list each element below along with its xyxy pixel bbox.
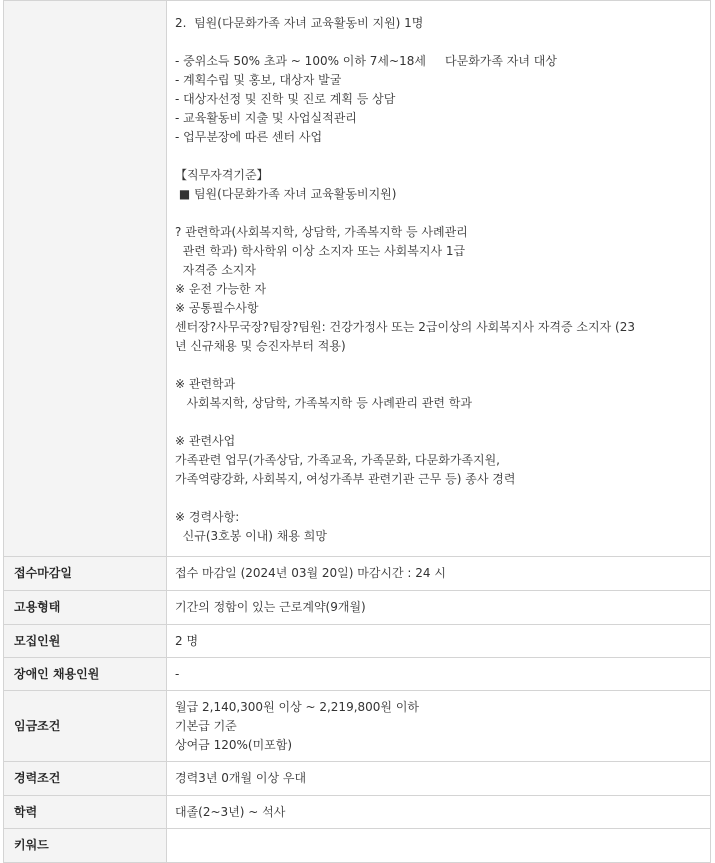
job-description-line — [175, 204, 702, 223]
keywords-row — [4, 829, 711, 863]
salary-line: 기본급 기준 — [175, 718, 237, 733]
keywords-value — [167, 829, 711, 863]
job-description-line: ■ 팀원(다문화가족 자녀 교육활동비지원) — [175, 187, 397, 201]
job-description-line — [175, 489, 702, 508]
job-description-line: ※ 관련학과 — [175, 377, 236, 391]
education-row — [4, 796, 711, 829]
keywords-label: 키워드 — [4, 829, 167, 863]
salary-row — [4, 691, 711, 762]
salary-value — [167, 691, 711, 762]
job-description-line — [175, 356, 702, 375]
employment-type-row — [4, 591, 711, 625]
job-description-line: - 교육활동비 지출 및 사업실적관리 — [175, 111, 357, 125]
job-description-line: ※ 운전 가능한 자 — [175, 282, 267, 296]
deadline-label: 접수마감일 — [4, 557, 167, 591]
job-description-line: 관련 학과) 학사학위 이상 소지자 또는 사회복지사 1급 — [175, 244, 466, 258]
job-detail-table — [3, 0, 711, 863]
deadline-row — [4, 557, 711, 591]
disabled-hires-label: 장애인 채용인원 — [4, 658, 167, 691]
job-description-line — [175, 33, 702, 52]
job-description-line: 2. 팀원(다문화가족 자녀 교육활동비 지원) 1명 — [175, 16, 424, 30]
job-description-lines — [175, 14, 702, 546]
education-label: 학력 — [4, 796, 167, 829]
job-description-line: 자격증 소지자 — [175, 263, 256, 277]
job-description-line: 가족관련 업무(가족상담, 가족교육, 가족문화, 다문화가족지원, — [175, 453, 500, 467]
career-value: 경력3년 0개월 이상 우대 — [167, 762, 711, 796]
job-description-line: 가족역량강화, 사회복지, 여성가족부 관련기관 근무 등) 종사 경력 — [175, 472, 516, 486]
headcount-value: 2 명 — [167, 625, 711, 658]
job-description-row — [4, 1, 711, 557]
headcount-label: 모집인원 — [4, 625, 167, 658]
salary-label: 임금조건 — [4, 691, 167, 762]
job-description-line: 사회복지학, 상담학, 가족복지학 등 사례관리 관련 학과 — [175, 396, 472, 410]
career-label: 경력조건 — [4, 762, 167, 796]
employment-type-value: 기간의 정함이 있는 근로계약(9개월) — [167, 591, 711, 625]
job-description-line: ※ 경력사항: — [175, 510, 240, 524]
salary-line: 상여금 120%(미포함) — [175, 737, 293, 752]
employment-type-label: 고용형태 — [4, 591, 167, 625]
job-description-line: 년 신규채용 및 승진자부터 적용) — [175, 339, 346, 353]
job-description-line: ※ 관련사업 — [175, 434, 236, 448]
job-description-line: - 중위소득 50% 초과 ~ 100% 이하 7세~18세 다문화가족 자녀 대상 — [175, 54, 557, 68]
job-description-line: 센터장?사무국장?팀장?팀원: 건강가정사 또는 2급이상의 사회복지사 자격증 소지자 (23 — [175, 320, 635, 334]
disabled-hires-value: - — [167, 658, 711, 691]
salary-line: 월급 2,140,300원 이상 ~ 2,219,800원 이하 — [175, 699, 420, 714]
job-description-line: 【직무자격기준】 — [175, 168, 269, 182]
job-description-line: - 업무분장에 따른 센터 사업 — [175, 130, 323, 144]
disabled-hires-row — [4, 658, 711, 691]
job-description-header — [4, 1, 167, 557]
career-row — [4, 762, 711, 796]
job-description-line: ※ 공통필수사항 — [175, 301, 259, 315]
job-description-line: - 대상자선정 및 진학 및 진로 계획 등 상담 — [175, 92, 396, 106]
headcount-row — [4, 625, 711, 658]
job-description-line: - 계획수립 및 홍보, 대상자 발굴 — [175, 73, 342, 87]
job-description-cell — [167, 1, 711, 557]
job-description-line — [175, 147, 702, 166]
job-description-line: 신규(3호봉 이내) 채용 희망 — [175, 529, 327, 543]
education-value: 대졸(2~3년) ~ 석사 — [167, 796, 711, 829]
job-description-line: ? 관련학과(사회복지학, 상담학, 가족복지학 등 사례관리 — [175, 225, 468, 239]
job-description-line — [175, 413, 702, 432]
deadline-value: 접수 마감일 (2024년 03월 20일) 마감시간 : 24 시 — [167, 557, 711, 591]
